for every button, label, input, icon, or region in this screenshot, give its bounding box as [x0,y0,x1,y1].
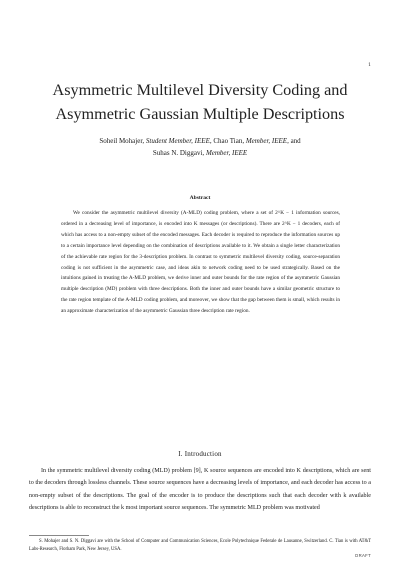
draft-mark: DRAFT [355,553,371,558]
author-role: Member, IEEE [245,137,288,145]
paper-title [30,78,370,126]
abstract-heading: Abstract [189,195,211,201]
introduction-paragraph: In the symmetric multilevel diversity coding (MLD) problem [9], K source sequences are encoded into K descriptions, which are sent to the decoders through lossless channels. These source sequences have a decreasing levels of importance, and each decoder has access to a non-empty subset of the descriptions. The goal of the encoder is to produce the descriptions such that each decoder with k available descriptions is able to reconstruct the k most important source sequences. The symmetric MLD problem was motivated [29,468,371,511]
title-line-1: Asymmetric Multilevel Diversity Coding and [52,81,348,99]
author-list [30,135,370,159]
author-role: Member, IEEE [205,149,248,157]
footnote [29,538,371,555]
footnote-divider [29,535,89,536]
author-line-2 [30,147,370,159]
section-heading: I. Introduction [178,450,222,458]
introduction-body [29,465,371,514]
author-name: , Chao Tian, [209,137,246,145]
author-conjunction: , and [287,137,301,145]
author-line-1 [30,135,370,147]
abstract-body [61,208,340,317]
author-name: Suhas N. Diggavi, [152,149,206,157]
author-name: Soheil Mohajer, [99,137,146,145]
abstract-paragraph: We consider the asymmetric multilevel diversity (A-MLD) coding problem, where a set of 2^K − 1 information sources, ordered in a decreasing level of importance, is encoded into K messages (or descriptions). There are 2^K − 1 decoders, each of which has access to a non-empty subset of the encoded messages. Each decoder is required to reproduce the information sources up to a certain importance level depending on the combination of descriptions available to it. We obtain a single letter characterization of the achievable rate region for the 3-description problem. In contrast to symmetric multilevel diversity coding, source-separation coding is not sufficient in the asymmetric case, and ideas akin to network coding need to be used strategically. Based on the intuitions gained in treating the A-MLD problem, we derive inner and outer bounds for the rate region of the asymmetric Gaussian multiple description (MD) problem with three descriptions. Both the inner and outer bounds have a similar geometric structure to the rate region template of the A-MLD coding problem, and moreover, we show that the gap between them is small, which results in an approximate characterization of the asymmetric Gaussian three description rate region. [61,210,340,315]
title-line-2: Asymmetric Gaussian Multiple Descriptions [55,105,345,123]
page-number: 1 [368,63,371,68]
footnote-text: S. Mohajer and S. N. Diggavi are with the School of Computer and Communication Sciences, Ecole Polytechnique Federale de Lausanne, Switzerland. C. Tian is with AT&T Labs-Research, Florham Park, New Jersey, USA. [29,539,371,553]
author-role: Student Member, IEEE [145,137,210,145]
